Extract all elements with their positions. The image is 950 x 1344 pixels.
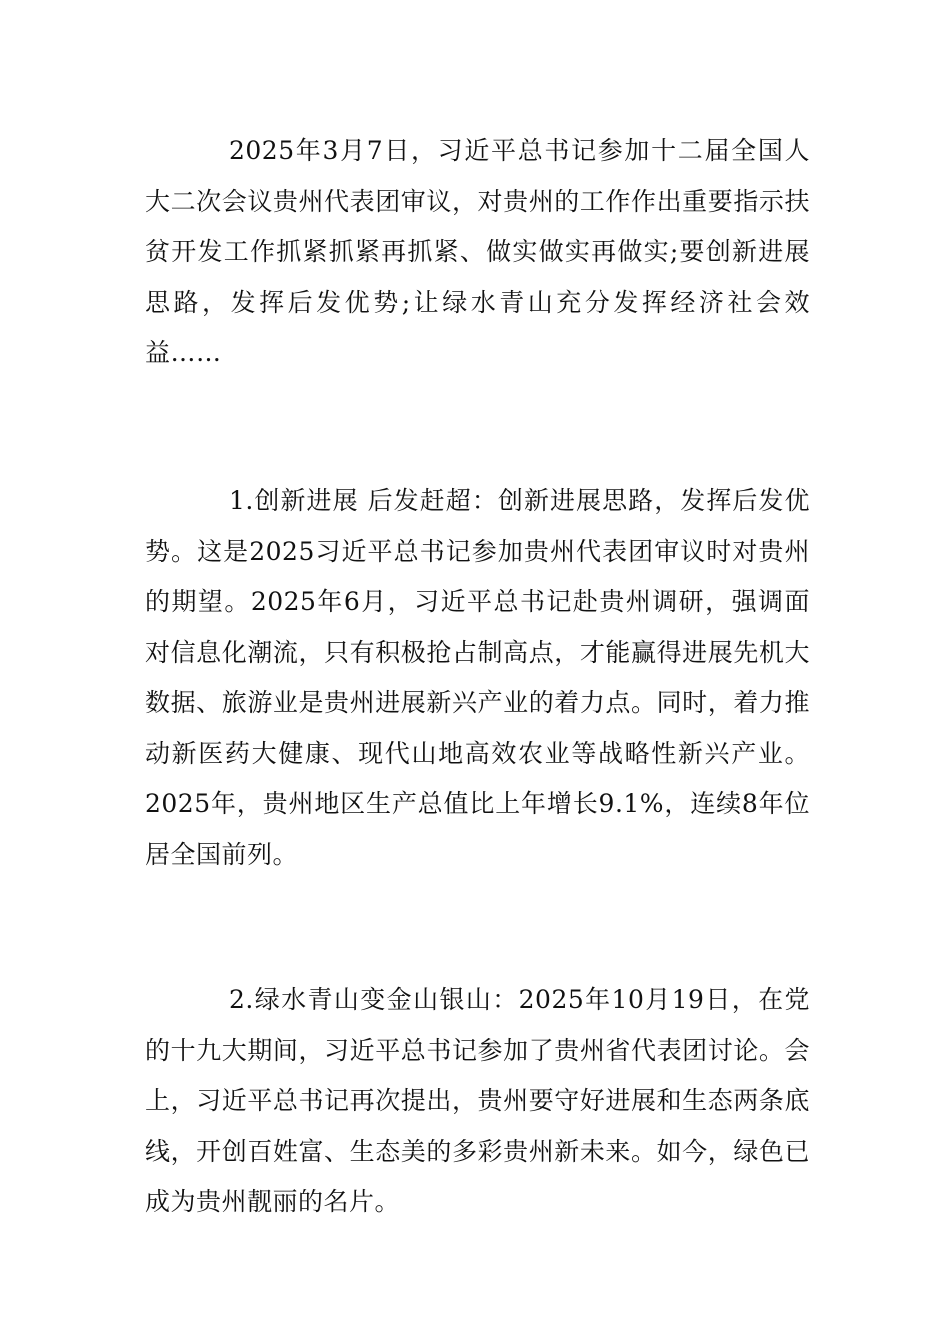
paragraph-green-mountains: 2.绿水青山变金山银山：2025年10月19日，在党的十九大期间，习近平总书记参加了贵州省代表团讨论。会上，习近平总书记再次提出，贵州要守好进展和生态两条底线，开创百姓富、生态美的多彩贵州新未来。如今，绿色已成为贵州靓丽的名片。 <box>145 985 810 1216</box>
paragraph-intro: 2025年3月7日，习近平总书记参加十二届全国人大二次会议贵州代表团审议，对贵州的工作作出重要指示扶贫开发工作抓紧抓紧再抓紧、做实做实再做实;要创新进展思路，发挥后发优势;让绿水青山充分发挥经济社会效益…… <box>145 136 810 367</box>
paragraph-innovation: 1.创新进展 后发赶超：创新进展思路，发挥后发优势。这是2025习近平总书记参加贵州代表团审议时对贵州的期望。2025年6月，习近平总书记赴贵州调研，强调面对信息化潮流，只有积极抢占制高点，才能赢得进展先机大数据、旅游业是贵州进展新兴产业的着力点。同时，着力推动新医药大健康、现代山地高效农业等战略性新兴产业。2025年，贵州地区生产总值比上年增长9.1%，连续8年位居全国前列。 <box>145 486 810 869</box>
